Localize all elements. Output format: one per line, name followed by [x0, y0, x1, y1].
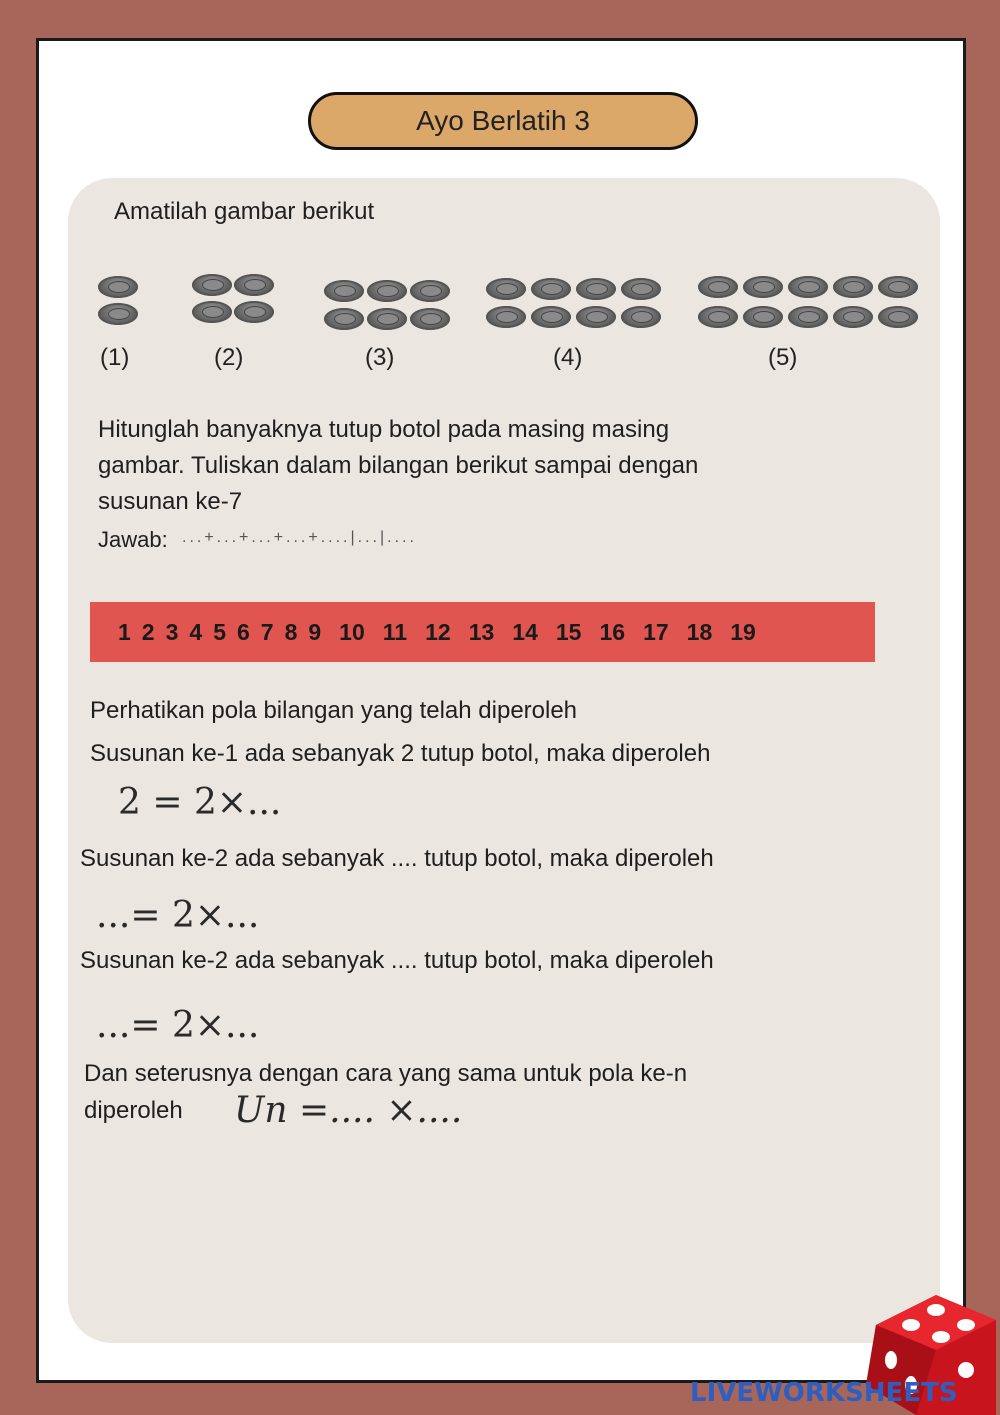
number-chip[interactable]: 10 [339, 618, 365, 645]
answer-label: Jawab: [98, 527, 168, 552]
number-chip[interactable]: 16 [599, 618, 626, 645]
bottle-cap-icon [410, 308, 450, 330]
number-chip[interactable]: 14 [512, 618, 538, 645]
question-line-3: susunan ke-7 [98, 488, 243, 515]
number-chip[interactable]: 9 [308, 618, 322, 645]
row2-equation[interactable]: ...= 2×... [96, 895, 260, 936]
final-line-2: diperoleh [84, 1097, 183, 1124]
figure-label-3: (3) [365, 344, 395, 371]
number-chip[interactable]: 12 [425, 618, 451, 645]
watermark-logo: LIVEWORKSHEETS [690, 1378, 958, 1408]
bottle-cap-icon [788, 276, 828, 298]
number-chip[interactable]: 6 [236, 618, 250, 645]
number-chip[interactable]: 7 [260, 618, 274, 645]
number-chip[interactable]: 2 [141, 618, 155, 645]
bottle-cap-icon [531, 306, 571, 328]
instruction-text: Amatilah gambar berikut [114, 198, 375, 225]
final-line-1: Dan seterusnya dengan cara yang sama untuk pola ke-n [84, 1060, 688, 1087]
bottle-cap-icon [878, 276, 918, 298]
bottle-cap-icon [698, 276, 738, 298]
figure-label-5: (5) [768, 344, 798, 371]
bottle-cap-icon [576, 306, 616, 328]
bottle-cap-icon [621, 306, 661, 328]
bottle-cap-icon [234, 274, 274, 296]
answer-input[interactable]: ...+...+...+...+....|...|.... [182, 529, 417, 546]
bottle-cap-icon [192, 301, 232, 323]
number-chip[interactable]: 13 [468, 618, 495, 645]
bottle-cap-icon [621, 278, 661, 300]
row3-text: Susunan ke-2 ada sebanyak .... tutup botol, maka diperoleh [80, 947, 714, 974]
bottle-cap-icon [743, 276, 783, 298]
bottle-cap-icon [98, 303, 138, 325]
number-chip[interactable]: 3 [165, 618, 179, 645]
row1-equation[interactable]: 2 = 2×... [118, 782, 282, 823]
bottle-cap-icon [878, 306, 918, 328]
number-choice-bar [90, 602, 875, 662]
bottle-cap-icon [743, 306, 783, 328]
row2-text: Susunan ke-2 ada sebanyak .... tutup botol, maka diperoleh [80, 845, 714, 872]
number-chip[interactable]: 4 [189, 618, 203, 645]
number-chip[interactable]: 18 [686, 618, 713, 645]
row3-equation[interactable]: ...= 2×... [96, 1005, 260, 1046]
number-chip[interactable]: 5 [213, 618, 226, 645]
number-chip[interactable]: 8 [284, 618, 298, 645]
bottle-cap-icon [486, 278, 526, 300]
row1-text: Susunan ke-1 ada sebanyak 2 tutup botol, maka diperoleh [90, 740, 711, 767]
bottle-cap-icon [788, 306, 828, 328]
bottle-cap-icon [410, 280, 450, 302]
bottle-cap-icon [98, 276, 138, 298]
bottle-cap-icon [192, 274, 232, 296]
bottle-cap-icon [698, 306, 738, 328]
figure-label-4: (4) [553, 344, 583, 371]
question-line-1: Hitunglah banyaknya tutup botol pada masing masing [98, 416, 670, 443]
number-chip[interactable]: 11 [382, 618, 408, 645]
bottle-cap-icon [324, 280, 364, 302]
bottle-cap-icon [324, 308, 364, 330]
bottle-cap-icon [833, 276, 873, 298]
question-line-2: gambar. Tuliskan dalam bilangan berikut sampai dengan [98, 452, 699, 479]
bottle-cap-icon [486, 306, 526, 328]
number-chip[interactable]: 1 [118, 618, 131, 645]
bottle-cap-icon [367, 308, 407, 330]
pattern-intro: Perhatikan pola bilangan yang telah diperoleh [90, 697, 578, 724]
number-chip[interactable]: 19 [730, 618, 756, 645]
bottle-cap-icon [531, 278, 571, 300]
bottle-cap-icon [234, 301, 274, 323]
bottle-cap-icon [833, 306, 873, 328]
final-equation[interactable]: Un =.... ×.... [234, 1090, 463, 1131]
figure-label-2: (2) [214, 344, 244, 371]
worksheet-title: Ayo Berlatih 3 [308, 92, 698, 150]
bottle-cap-icon [367, 280, 407, 302]
number-chip[interactable]: 17 [643, 618, 669, 645]
bottle-cap-icon [576, 278, 616, 300]
number-chip[interactable]: 15 [555, 618, 582, 645]
figure-label-1: (1) [100, 344, 130, 371]
